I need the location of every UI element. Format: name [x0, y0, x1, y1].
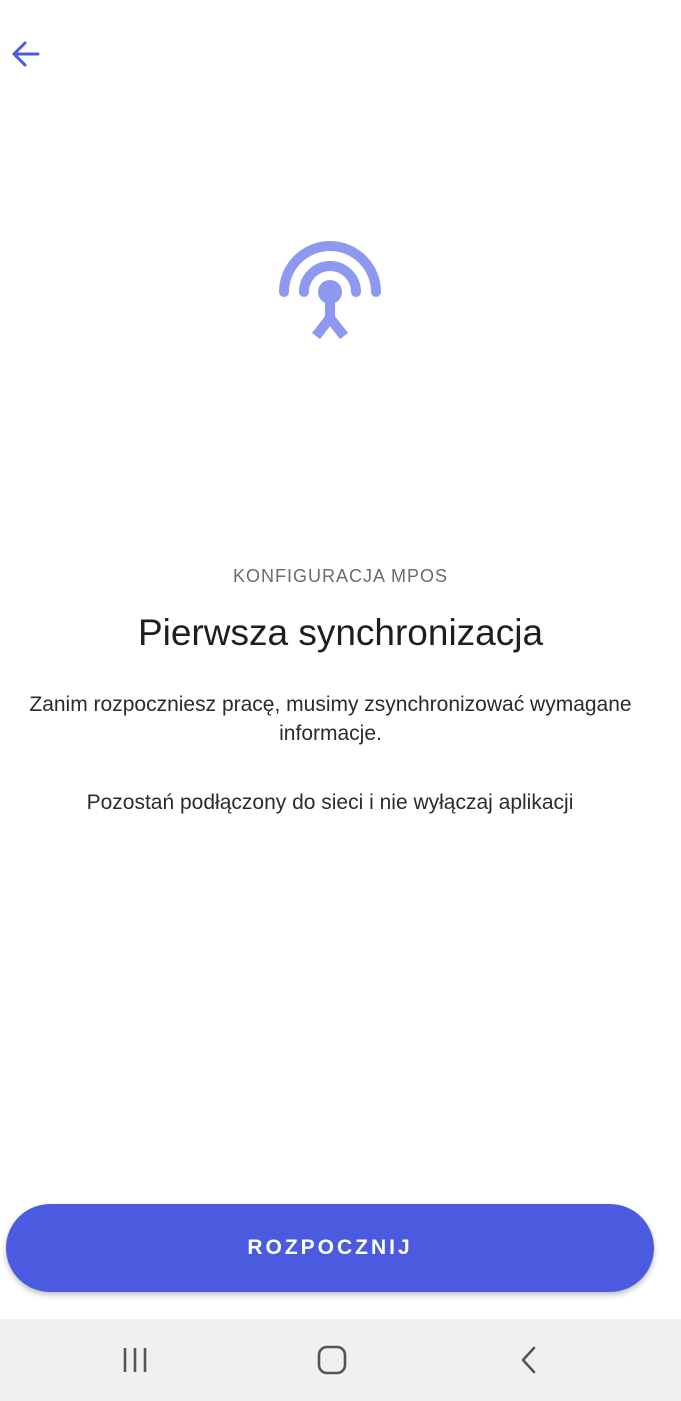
connection-note: Pozostań podłączony do sieci i nie wyłączaj aplikacji	[86, 791, 574, 814]
system-navigation-bar	[0, 1319, 681, 1401]
start-button[interactable]: ROZPOCZNIJ	[6, 1204, 654, 1292]
description-text: Zanim rozpoczniesz pracę, musimy zsynchronizować wymagane informacje.	[29, 693, 632, 745]
section-overline: KONFIGURACJA MPOS	[232, 566, 449, 586]
antenna-signal-icon	[270, 232, 390, 348]
recents-button[interactable]	[115, 1340, 155, 1380]
system-back-button[interactable]	[509, 1340, 549, 1380]
home-icon	[316, 1344, 348, 1376]
chevron-left-icon	[514, 1345, 544, 1375]
arrow-left-icon	[10, 38, 42, 70]
back-button[interactable]	[6, 34, 46, 74]
home-button[interactable]	[312, 1340, 352, 1380]
page-title: Pierwsza synchronizacja	[137, 612, 544, 653]
recents-icon	[120, 1345, 150, 1375]
